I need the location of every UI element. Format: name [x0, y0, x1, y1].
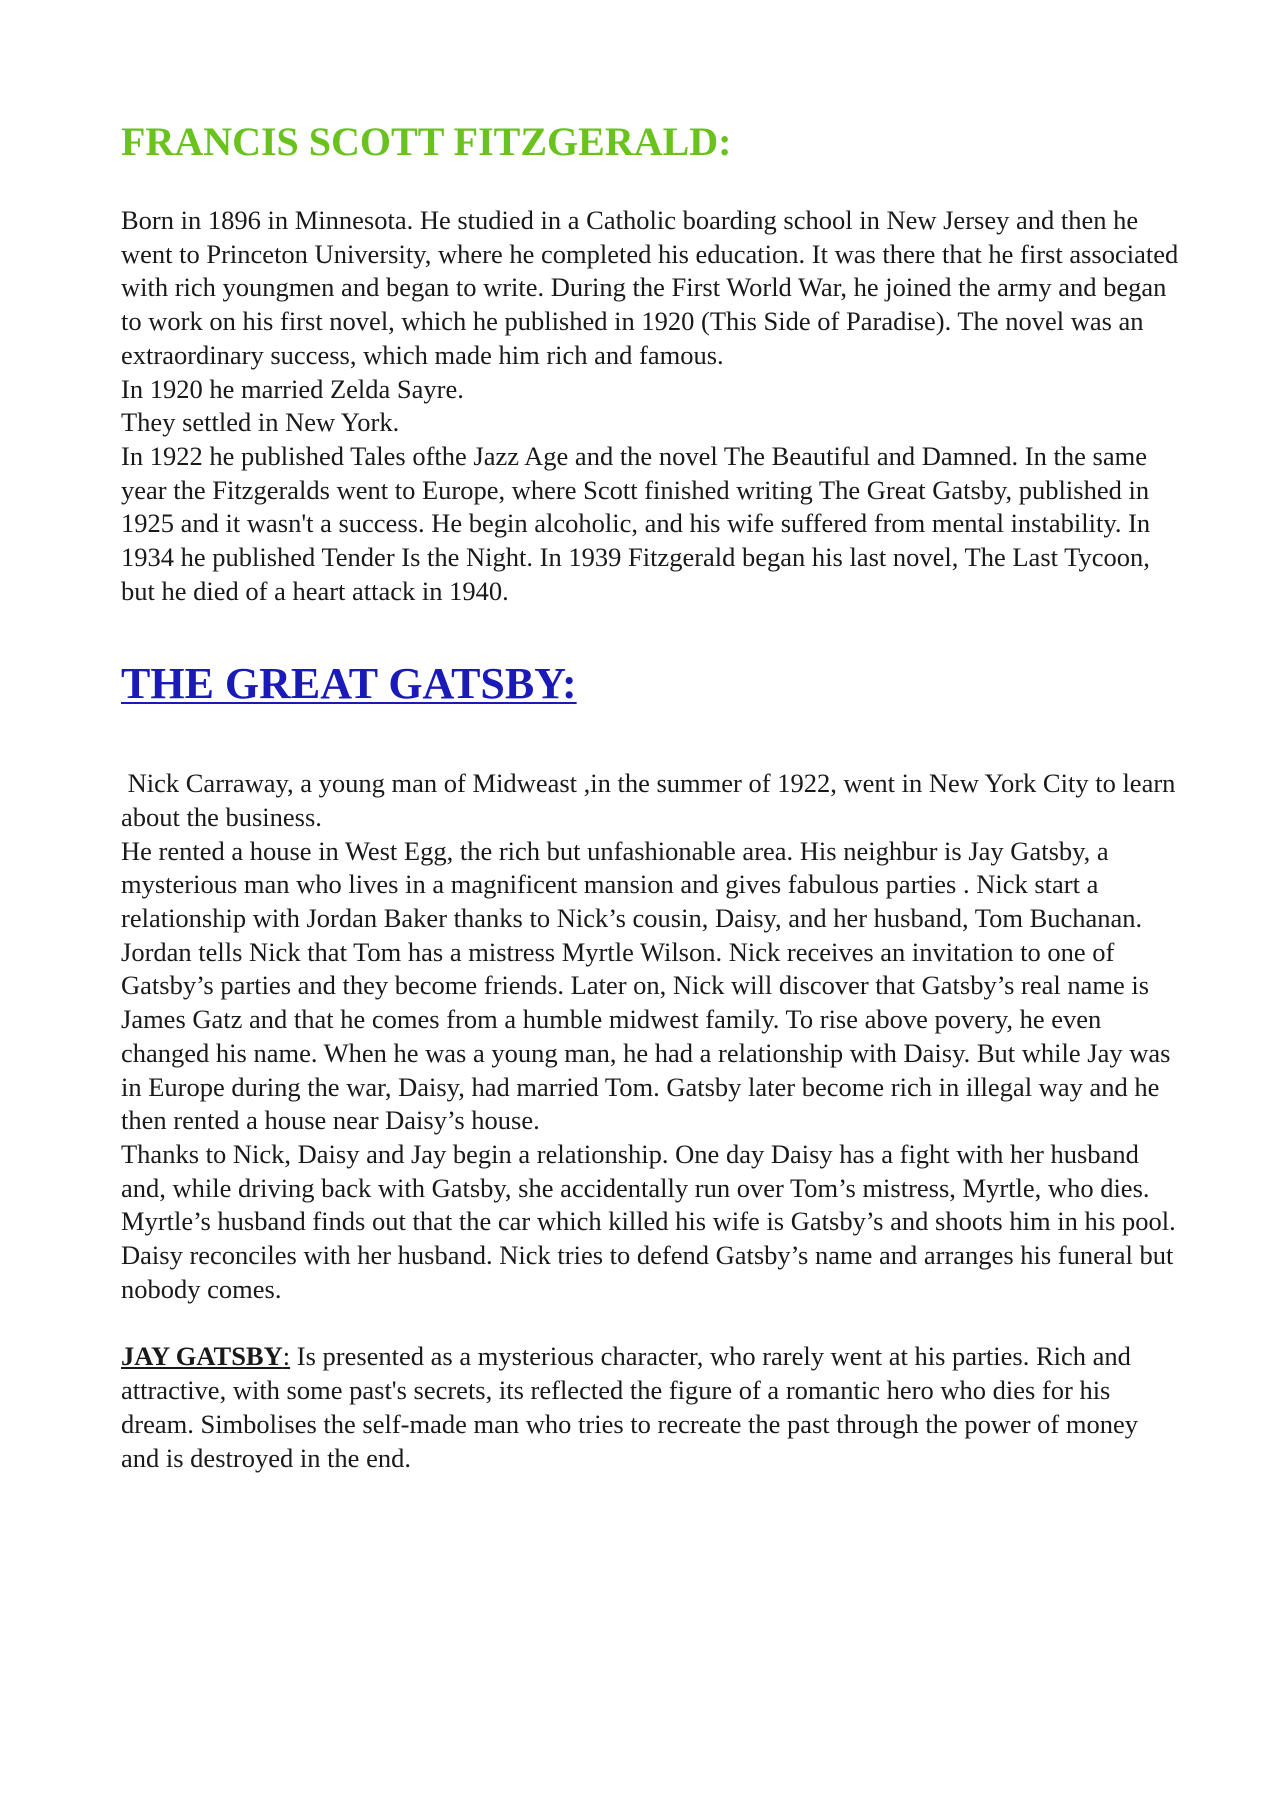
plot-paragraph: He rented a house in West Egg, the rich but unfashionable area. His neighbur is Jay Gatsby, a mysterious man who lives in a magnificent mansion and gives fabulous parties . Nick start a relationship with Jordan Baker thanks to Nick’s cousin, Daisy, and her husband, Tom Buchanan. Jordan tells Nick that Tom has a mistress Myrtle Wilson. Nick receives an invitation to one of Gatsby’s parties and they become friends. Later on, Nick will discover that Gatsby’s real name is James Gatz and that he comes from a humble midwest family. To rise above povery, he even changed his name. When he was a young man, he had a relationship with Daisy. But while Jay was in Europe during the war, Daisy, had married Tom. Gatsby later become rich in illegal way and he then rented a house near Daisy’s house.: [121, 835, 1171, 1136]
character-description: [121, 1340, 1181, 1475]
author-bio-paragraph: In 1920 he married Zelda Sayre.: [121, 373, 464, 404]
plot-paragraph: Thanks to Nick, Daisy and Jay begin a relationship. One day Daisy has a fight with her husband and, while driving back with Gatsby, she accidentally run over Tom’s mistress, Myrtle, who dies.: [121, 1138, 1150, 1203]
author-bio-paragraph: In 1922 he published Tales ofthe Jazz Age and the novel The Beautiful and Damned. In the same year the Fitzgeralds went to Europe, where Scott finished writing The Great Gatsby, published in 1925 and it wasn't a success. He begin alcoholic, and his wife suffered from mental instability. In 1934 he published Tender Is the Night. In 1939 Fitzgerald began his last novel, The Last Tycoon, but he died of a heart attack in 1940.: [121, 440, 1151, 606]
author-heading: FRANCIS SCOTT FITZGERALD:: [121, 119, 732, 164]
author-bio: [121, 204, 1181, 608]
character-name: JAY GATSBY: [121, 1341, 283, 1372]
plot-paragraph: Nick Carraway, a young man of Midweast ,in the summer of 1922, went in New York City to learn about the business.: [121, 768, 1176, 832]
plot-paragraph: Daisy reconciles with her husband. Nick tries to defend Gatsby’s name and arranges his funeral but nobody comes.: [121, 1240, 1174, 1304]
document-page: [121, 118, 1181, 1475]
author-bio-paragraph: Born in 1896 in Minnesota. He studied in a Catholic boarding school in New Jersey and then he went to Princeton University, where he completed his education. It was there that he first associated with rich youngmen and began to write. During the First World War, he joined the army and began to work on his first novel, which he published in 1920 (This Side of Paradise). The novel was an extraordinary success, which made him rich and famous.: [121, 205, 1179, 370]
character-colon: :: [282, 1341, 291, 1372]
plot-paragraph: Myrtle’s husband finds out that the car which killed his wife is Gatsby’s and shoots him in his pool.: [121, 1206, 1176, 1237]
book-heading: THE GREAT GATSBY:: [121, 659, 577, 709]
character-description-text: Is presented as a mysterious character, who rarely went at his parties. Rich and attractive, with some past's secrets, its reflected the figure of a romantic hero who dies for his dream. Simbolises the self-made man who tries to recreate the past through the power of money and is destroyed in the end.: [121, 1341, 1139, 1473]
plot-summary: [121, 767, 1181, 1306]
author-bio-paragraph: They settled in New York.: [121, 407, 400, 438]
